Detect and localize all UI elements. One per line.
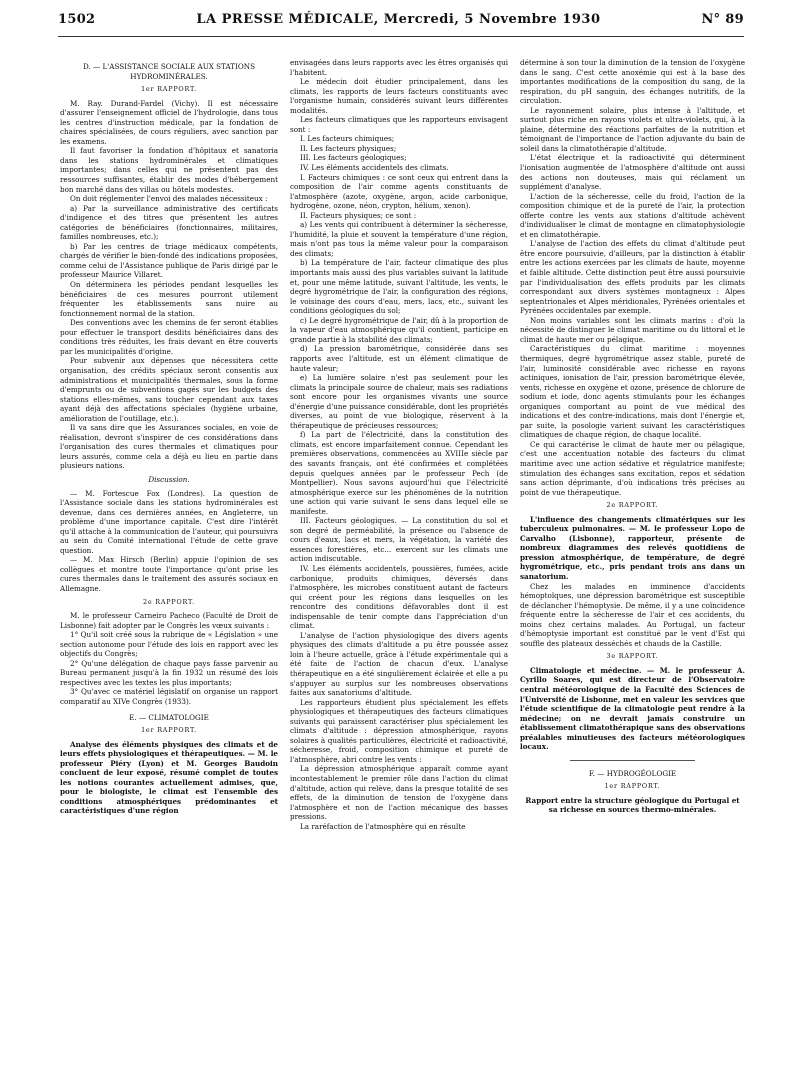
section-heading: E. — CLIMATOLOGIE — [129, 712, 209, 722]
report-heading: 1er RAPPORT. — [141, 85, 197, 94]
page-header — [58, 12, 744, 32]
paragraph: Analyse des éléments physiques des climats et de leurs effets physiologiques et thérapeutiques. — M. le professeur Piéry (Lyon) et M. Georges Baudoin concluent de leur exposé, résumé complet de toutes les notions courantes actuellement admises, que, pour le biologiste, le climat est l'ensemble des conditions atmosphériques prédominantes et caractéristiques d'une région — [60, 739, 278, 816]
section-heading: F. — HYDROGÉOLOGIE — [588, 768, 677, 778]
paragraph: L'influence des changements climatériques sur les tuberculeux pulmonaires. — M. le professeur Lopo de Carvalho (Lisbonne), rapporteur, présente de nombreux diagrammes des relevés quotidiens de pression atmosphérique, de température, de degré hygrométrique, etc., pris pendant trois ans dans un sanatorium. — [520, 514, 745, 581]
issue-number: N° 89 — [701, 12, 744, 27]
paragraph: Des conventions avec les chemins de fer seront établies pour effectuer le transport desdits bénéficiaires dans des conditions très réduites, les frais devant en être couverts par les municipalités d'origine. — [60, 318, 278, 356]
paragraph: f) La part de l'électricité, dans la constitution des climats, est encore imparfaitement connue. Cependant les premières observations, commencées au XVIIIe siècle par des savants français, ont été confirmées et complétées depuis quelques années par le professeur Pech (de Montpellier). Nous savons aujourd'hui que l'électricité atmosphérique exerce sur les phénomènes de la nutrition une action qui varie suivant le sens dans lequel elle se manifeste. — [290, 430, 508, 516]
paragraph: Il faut favoriser la fondation d'hôpitaux et sanatoria dans les stations hydrominérales et climatiques importantes; dans celles qui ne présentent pas des ressources suffisantes, établir des modes d'hébergement bon marché dans des villas ou hôtels modestes. — [60, 146, 278, 194]
paragraph: b) La température de l'air, facteur climatique des plus importants mais aussi des plus variables suivant la latitude et, pour une même latitude, suivant l'altitude, les vents, le degré hygrométrique de l'air, la configuration des régions, le voisinage des cours d'eau, mers, lacs, etc., suivant les conditions géologiques du sol; — [290, 258, 508, 316]
paragraph: La dépression atmosphérique apparaît comme ayant incontestablement le premier rôle dans l'action du climat d'altitude, action qui relève, dans la presque totalité de ses effets, de la diminution de tension de l'oxygène dans l'atmosphère et non de l'action mécanique des basses pressions. — [290, 764, 508, 822]
report-heading: 2e RAPPORT. — [143, 597, 195, 606]
paragraph: III. Facteurs géologiques. — La constitution du sol et son degré de perméabilité, la présence ou l'absence de cours d'eaux, lacs et mers, la végétation, la variété des essences forestières, etc... exercent sur les climats une action indiscutable. — [290, 516, 508, 564]
column-1 — [60, 58, 278, 816]
paragraph: Le rayonnement solaire, plus intense à l'altitude, et surtout plus riche en rayons violets et ultra-violets, qui, à la plaine, détermine des réactions parfaites de la nutrition et témoignant de l'importance de l'action adjuvante du bain de soleil dans la climatothérapie d'altitude. — [520, 105, 745, 153]
paragraph: Ce qui caractérise le climat de haute mer ou pélagique, c'est une accentuation notable des facteurs du climat maritime avec une action sédative et régulatrice manifeste; stimulation des échanges sans excitation, repos et sédation sans action déprimante, d'où indications très précises au point de vue thérapeutique. — [520, 439, 745, 497]
paragraph: L'analyse de l'action physiologique des divers agents physiques des climats d'altitude a pu être poussée assez loin à l'heure actuelle, grâce à l'étude expérimentale qui a été faite de l'action de chacun d'eux. L'analyse thérapeutique en a été singulièrement éclairée et elle a pu s'appuyer au surplus sur les nombreuses observations faites aux sanatoriums d'altitude. — [290, 630, 508, 698]
paragraph: IV. Les éléments accidentels, poussières, fumées, acide carbonique, produits chimiques, déversés dans l'atmosphère, les microbes constituent autant de facteurs qui créent pour les régions dans lesquelles on les rencontre des conditions défavorables dont il est indispensable de tenir compte dans l'appréciation d'un climat. — [290, 563, 508, 631]
paragraph: Climatologie et médecine. — M. le professeur A. Cyrillo Soares, qui est directeur de l'Observatoire central météorologique de la Faculté des Sciences de l'Université de Lisbonne, met en valeur les services que l'étude scientifique de la climatologie peut rendre à la médecine; on ne devrait jamais construire un établissement climatothérapique sans des observations préalables minutieuses des facteurs météorologiques locaux. — [520, 665, 745, 752]
paragraph: 2° Qu'une délégation de chaque pays fasse parvenir au Bureau permanent jusqu'à la fin 1932 un résumé des lois respectives avec les textes les plus importants; — [60, 658, 278, 687]
report-heading: 3e RAPPORT. — [606, 652, 659, 661]
journal-title: LA PRESSE MÉDICALE, Mercredi, 5 Novembre 1930 — [196, 12, 601, 27]
paragraph: Chez les malades en imminence d'accidents hémoptoïques, une dépression barométrique est susceptible de déclancher l'hémoptysie. De même, il y a une coïncidence fréquente entre la sécheresse de l'air et ces accidents, du moins chez certains malades. Au Portugal, un facteur d'hémoptysie important est constitué par le vent d'Est qui souffle des plateaux desséchés et chauds de la Castille. — [520, 581, 745, 648]
paragraph: On déterminera les périodes pendant lesquelles les bénéficiaires de ces mesures pourront utilement fréquenter les établissements sans nuire au fonctionnement normal de la station. — [60, 280, 278, 318]
paragraph: L'action de la sécheresse, celle du froid, l'action de la composition chimique et de la pureté de l'air, la protection offerte contre les vents aux stations d'altitude achèvent d'individualiser le climat de montagne en climatophysiologie et en climatothérapie. — [520, 191, 745, 239]
paragraph: L'état électrique et la radioactivité qui déterminent l'ionisation augmentée de l'atmosphère d'altitude ont aussi des actions non douteuses, mais qui réclament un supplément d'analyse. — [520, 153, 745, 192]
paragraph: Caractéristiques du climat maritime : moyennes thermiques, degré hygrométrique assez stable, pureté de l'air, luminosité considérable avec richesse en rayons actiniques, ionisation de l'air, pression barométrique élevée, vents, richesse en oxygène et ozone, présence de chlorure de sodium et iode, donc agents stimulants pour les échanges organiques comportant au point de vue médical des indications et des contre-indications, mais dont l'énergie et, par suite, la posologie varient suivant les caractéristiques climatiques de chaque région, de chaque localité. — [520, 344, 745, 440]
paragraph: Les rapporteurs étudient plus spécialement les effets physiologiques et thérapeutiques des facteurs climatiques suivants qui paraissent caractériser plus spécialement les climats d'altitude : dépression atmosphérique, rayons solaires à qualités particulières, électricité et radioactivité, sécheresse, froid, composition chimique et pureté de l'atmosphère, abri contre les vents : — [290, 697, 508, 764]
paragraph: I. Facteurs chimiques : ce sont ceux qui entrent dans la composition de l'air comme agents constituants de l'atmosphère (azote, oxygène, argon, acide carbonique, hydrogène, ozone, néon, crypton, hélium, xenon). — [290, 172, 508, 211]
report-heading: 2e RAPPORT. — [606, 501, 659, 510]
page-number: 1502 — [58, 12, 96, 27]
paragraph: Non moins variables sont les climats marins : d'où la nécessité de distinguer le climat maritime ou du littoral et le climat de haute mer ou pélagique. — [520, 315, 745, 344]
paragraph: — M. Max Hirsch (Berlin) appuie l'opinion de ses collègues et montre toute l'importance qu'ont prise les cures thermales dans le traitement des assurés sociaux en Allemagne. — [60, 555, 278, 593]
list-item: II. Les facteurs physiques; — [300, 143, 397, 153]
paragraph: M. le professeur Carneiro Pacheco (Faculté de Droit de Lisbonne) fait adopter par le Congrès les vœux suivants : — [60, 611, 278, 630]
paragraph: La raréfaction de l'atmosphère qui en résulte — [300, 821, 466, 831]
paragraph: L'analyse de l'action des effets du climat d'altitude peut être encore poursuivie, d'ailleurs, par la distinction à établir entre les actions exercées par les climats de haute, moyenne et faible altitude. Cette distinction peut être aussi poursuivie par l'individualisation des effets produits par les climats correspondant aux divers systèmes montagneux : Alpes septentrionales et Alpes méridionales, Pyrénées orientales et Pyrénées occidentales par exemple. — [520, 239, 745, 316]
column-2 — [290, 58, 508, 831]
report-heading: 1er RAPPORT. — [141, 726, 197, 735]
paragraph: II. Facteurs physiques; ce sont : — [300, 210, 417, 220]
paragraph: 1° Qu'il soit créé sous la rubrique de « Législation » une section autonome pour l'étude des lois en rapport avec les objectifs du Congrès; — [60, 630, 278, 659]
paragraph: On doit réglementer l'envoi des malades nécessiteux : — [70, 194, 268, 204]
paragraph: b) Par les centres de triage médicaux compétents, chargés de vérifier le bien-fondé des indications proposées, comme celui de l'Assistance publique de Paris dirigé par le professeur Maurice Villaret. — [60, 241, 278, 280]
paragraph: détermine à son tour la diminution de la tension de l'oxygène dans le sang. C'est cette anoxémie qui est à la base des importantes modifications de la composition du sang, de la respiration, du pH sanguin, des échanges nutritifs, de la circulation. — [520, 58, 745, 106]
divider — [570, 760, 695, 761]
paragraph: d) La pression barométrique, considérée dans ses rapports avec l'altitude, est un élément climatique de haute valeur; — [290, 344, 508, 373]
paragraph: Il va sans dire que les Assurances sociales, en voie de réalisation, devront s'inspirer de ces considérations dans l'organisation des cures thermales et climatiques pour leurs assurés, comme cela a déjà eu lieu en partie dans plusieurs nations. — [60, 423, 278, 471]
paragraph: e) La lumière solaire n'est pas seulement pour les climats la principale source de chaleur, mais ses radiations sont encore pour les organismes vivants une source d'énergie d'une puissance considérable, dont les propriétés diverses, au point de vue biologique, réservent à la thérapeutique de précieuses ressources; — [290, 373, 508, 430]
discussion-heading: Discussion. — [148, 474, 190, 484]
paragraph: a) Les vents qui contribuent à déterminer la sécheresse, l'humidité, la pluie et souvent la température d'une région, mais n'ont pas tous la même valeur pour la comparaison des climats; — [290, 220, 508, 258]
list-item: III. Les facteurs géologiques; — [300, 153, 407, 163]
paragraph: Le médecin doit étudier principalement, dans les climats, les rapports de leurs facteurs constituants avec l'organisme humain, considérés suivant leurs différentes modalités. — [290, 77, 508, 115]
list-item: IV. Les éléments accidentels des climats. — [300, 163, 449, 173]
paragraph: envisagées dans leurs rapports avec les êtres organisés qui l'habitent. — [290, 58, 508, 77]
paragraph: 3° Qu'avec ce matériel législatif on organise un rapport comparatif au XIVe Congrès (1933). — [60, 687, 278, 706]
paragraph: Pour subvenir aux dépenses que nécessitera cette organisation, des crédits spéciaux seront consentis aux administrations et municipalités thermales, sous la forme d'emprunts ou de subventions gagés sur les budgets des stations elles-mêmes, sans toucher cependant aux taxes ayant déjà des affectations spéciales (hygiène urbaine, amélioration de l'outillage, etc.). — [60, 356, 278, 423]
section-heading: D. — L'ASSISTANCE SOCIALE AUX STATIONS HYDROMINÉRALES. — [82, 62, 256, 81]
paragraph: — M. Fortescue Fox (Londres). La question de l'Assistance sociale dans les stations hydrominérales est devenue, dans ces dernières années, en Angleterre, un problème d'une importance capitale. C'est dire l'intérêt qu'il attache à la communication de l'auteur, qui poursuivra au sein du Comité international l'étude de cette grave question. — [60, 488, 278, 555]
column-3 — [520, 58, 745, 819]
paragraph: Rapport entre la structure géologique du Portugal et sa richesse en sources thermo-minérales. — [525, 795, 740, 815]
header-rule — [58, 36, 744, 37]
paragraph: M. Ray. Durand-Fardel (Vichy). Il est nécessaire d'assurer l'enseignement officiel de l'hydrologie, dans tous les centres d'instruction médicale, par la fondation de chaires spécialisées, de cours réguliers, avec sanction par les examens. — [60, 98, 278, 146]
paragraph: c) Le degré hygrométrique de l'air, dû à la proportion de la vapeur d'eau atmosphérique qu'il contient, participe en grande partie à la stabilité des climats; — [290, 315, 508, 344]
list-item: I. Les facteurs chimiques; — [300, 134, 395, 144]
report-heading: 1er RAPPORT. — [604, 782, 661, 791]
paragraph: Les facteurs climatiques que les rapporteurs envisagent sont : — [290, 115, 508, 134]
paragraph: a) Par la surveillance administrative des certificats d'indigence et des titres que présentent les autres catégories de bénéficiaires (fonctionnaires, militaires, familles nombreuses, etc.); — [60, 203, 278, 242]
